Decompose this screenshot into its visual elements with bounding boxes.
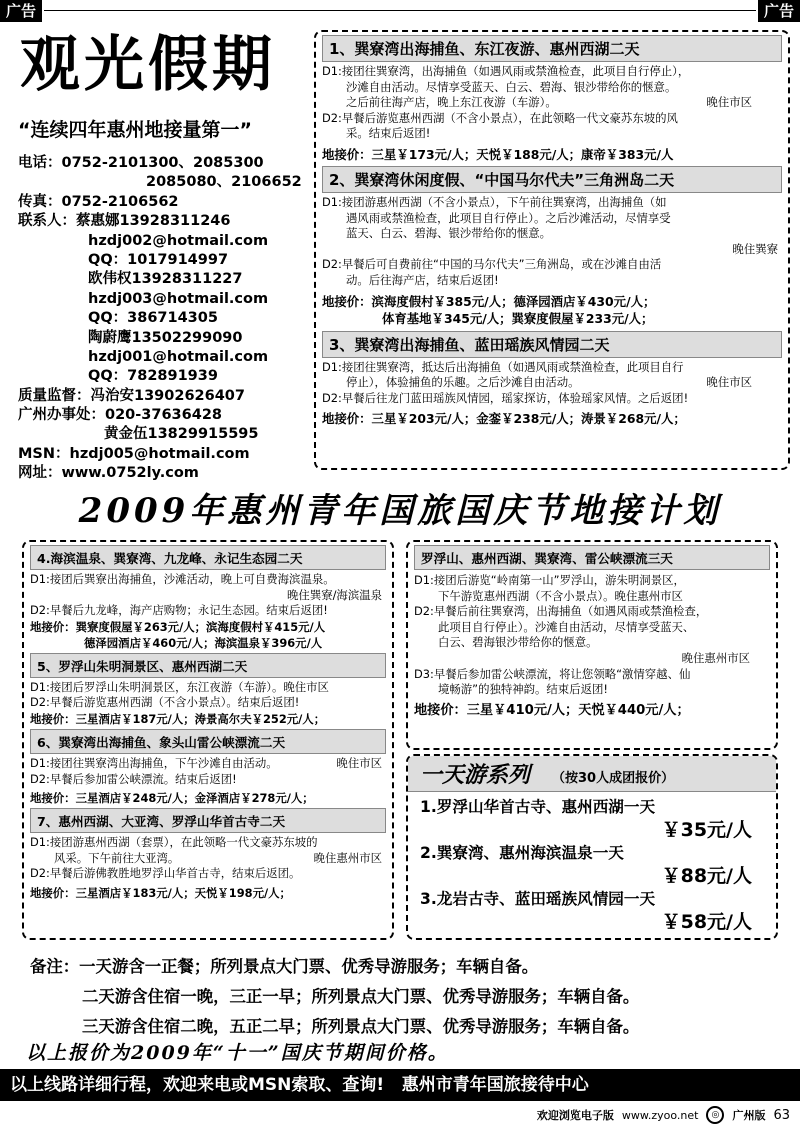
price-period-note: 以上报价为2009年“十一”国庆节期间价格。 <box>26 1042 449 1064</box>
route-4-stay: 晚住巽寮/海滨温泉 <box>287 587 382 602</box>
route-5-title: 5、罗浮山朱明洞景区、惠州西湖二天 <box>30 653 386 678</box>
route-7-line: 风采。下午前往大亚湾。 <box>54 850 180 865</box>
route-2-line: D1:接团游惠州西湖（不含小景点），下午前往巽寮湾，出海捕鱼（如 <box>322 194 667 209</box>
contact-email-3: hzdj001@hotmail.com <box>88 348 269 365</box>
route-3-line: D2:早餐后往龙门蓝田瑶族风情园，瑶家探访，体验瑶家风情。之后返团! <box>322 390 689 405</box>
note-line-1: 备注：一天游含一正餐；所列景点大门票、优秀导游服务；车辆自备。 <box>30 957 539 976</box>
footer-browse: 欢迎浏览电子版 <box>536 1109 614 1122</box>
route-1-line: D2:早餐后游览惠州西湖（不含小景点），在此领略一代文豪苏东坡的风 <box>322 110 678 125</box>
route-4-line: D2:早餐后九龙峰，海产店购物；永记生态园。结束后返团! <box>30 603 328 618</box>
route-1-price: 地接价：三星￥173元/人；天悦￥188元/人；康帝￥383元/人 <box>322 146 674 162</box>
contact-gz-person: 黄金伍13829915595 <box>104 426 259 443</box>
routes-top-box <box>314 30 790 470</box>
note-line-3: 三天游含住宿二晚，五正二早；所列景点大门票、优秀导游服务；车辆自备。 <box>82 1017 640 1036</box>
note-line-2: 二天游含住宿一晚，三正一早；所列景点大门票、优秀导游服务；车辆自备。 <box>82 987 640 1006</box>
route-3day-line: 白云、碧海银沙带给你的惬意。 <box>438 635 598 650</box>
route-7-line: D2:早餐后游佛教胜地罗浮山华首古寺，结束后返团。 <box>30 866 301 881</box>
route-2-line: D2:早餐后可自费前往“中国的马尔代夫”三角洲岛，或在沙滩自由活 <box>322 257 662 272</box>
route-7-price: 地接价：三星酒店￥183元/人；天悦￥198元/人； <box>30 885 291 900</box>
main-title: 2009年惠州青年国旅国庆节地接计划 <box>78 491 722 531</box>
contact-qq-2: QQ：386714305 <box>88 310 218 327</box>
route-7-stay: 晚住惠州市区 <box>313 850 382 865</box>
route-3day-line: 此项目自行停止）。沙滩自由活动，尽情享受蓝天、 <box>438 619 695 634</box>
footer-banner-text: 以上线路详细行程，欢迎来电或MSN索取、查询! <box>10 1075 385 1095</box>
footer-edition: 广州版 <box>732 1109 766 1122</box>
contact-block <box>18 154 314 484</box>
contact-qq-1: QQ：1017914997 <box>88 251 229 268</box>
route-6-stay: 晚住市区 <box>336 755 382 770</box>
route-4-title: 4.海滨温泉、巽寮湾、九龙峰、永记生态园二天 <box>30 545 386 570</box>
contact-fax: 传真：0752-2106562 <box>18 193 179 210</box>
contact-website: 网址：www.0752ly.com <box>18 465 199 482</box>
page-number: 63 <box>773 1107 790 1123</box>
contact-email-2: hzdj003@hotmail.com <box>88 290 269 307</box>
route-3day-line: D2:早餐后前往巽寮湾，出海捕鱼（如遇风雨或禁渔检查， <box>414 604 708 619</box>
route-5-line: D1:接团后罗浮山朱明洞景区，东江夜游（车游）。晚住市区 <box>30 679 329 694</box>
route-4-price-2: 德泽园酒店￥460元/人；海滨温泉￥396元/人 <box>84 635 323 650</box>
route-3day-box <box>406 540 778 750</box>
route-2-price: 地接价：滨海度假村￥385元/人；德泽园酒店￥430元/人； <box>322 293 656 309</box>
one-day-title: 一天游系列 <box>420 762 531 788</box>
route-6-title: 6、巽寮湾出海捕鱼、象头山雷公峡漂流二天 <box>30 729 386 754</box>
route-2-price-2: 体育基地￥345元/人；巽寮度假屋￥233元/人； <box>382 310 654 326</box>
contact-gz-office: 广州办事处：020-37636428 <box>18 407 222 424</box>
footer-company: 惠州市青年国旅接待中心 <box>401 1075 589 1095</box>
route-3day-title: 罗浮山、惠州西湖、巽寮湾、雷公峡漂流三天 <box>414 545 770 570</box>
route-7-title: 7、惠州西湖、大亚湾、罗浮山华首古寺二天 <box>30 808 386 833</box>
route-1-line: 之后前往海产店，晚上东江夜游（车游）。 <box>346 95 557 110</box>
routes-left-box <box>22 540 394 940</box>
route-1-line: 沙滩自由活动。尽情享受蓝天、白云、碧海、银沙带给你的惬意。 <box>346 79 677 94</box>
contact-person-1: 联系人：蔡惠娜13928311246 <box>18 213 231 230</box>
route-3day-line: 下午游览惠州西湖（不含小景点）。晚住惠州市区 <box>438 588 683 603</box>
route-6-line: D1:接团往巽寮湾出海捕鱼，下午沙滩自由活动。 <box>30 755 278 770</box>
route-3day-stay: 晚住惠州市区 <box>681 650 750 665</box>
route-2-title: 2、巽寮湾休闲度假、“中国马尔代夫”三角洲岛二天 <box>322 166 782 193</box>
route-4-line: D1:接团后巽寮出海捕鱼，沙滩活动，晚上可自费海滨温泉。 <box>30 572 335 586</box>
route-2-line: 动。后往海产店，结束后返团! <box>346 272 499 287</box>
route-5-price: 地接价：三星酒店￥187元/人；涛景高尔夫￥252元/人； <box>30 711 326 726</box>
route-1-title: 1、巽寮湾出海捕鱼、东江夜游、惠州西湖二天 <box>322 35 782 62</box>
footer-url[interactable]: www.zyoo.net <box>621 1108 699 1122</box>
route-2-stay: 晚住巽寮 <box>732 241 778 256</box>
route-3-price: 地接价：三星￥203元/人；金銮￥238元/人；涛景￥268元/人； <box>322 411 686 427</box>
contact-person-3: 陶蔚鹰13502299090 <box>88 329 243 346</box>
one-day-price-2: ￥88元/人 <box>661 865 752 887</box>
one-day-price-1: ￥35元/人 <box>661 819 752 841</box>
route-1-line: D1:接团往巽寮湾，出海捕鱼（如遇风雨或禁渔检查，此项目自行停止）， <box>322 64 690 78</box>
contact-quality: 质量监督：冯治安13902626407 <box>18 387 245 404</box>
route-3-stay: 晚住市区 <box>706 375 752 390</box>
route-4-price: 地接价：巽寮度假屋￥263元/人；滨海度假村￥415元/人 <box>30 619 326 634</box>
contact-email-1: hzdj002@hotmail.com <box>88 232 269 249</box>
route-6-price: 地接价：三星酒店￥248元/人；金泽酒店￥278元/人； <box>30 791 314 806</box>
route-2-line: 遇风雨或禁渔检查，此项目自行停止）。之后沙滩活动，尽情享受 <box>346 210 671 225</box>
route-3day-line: 境畅游”的独特神韵。结束后返团! <box>438 682 608 697</box>
contact-qq-3: QQ：782891939 <box>88 368 218 385</box>
contact-phone: 电话：0752-2101300、2085300 <box>18 155 264 171</box>
one-day-item-1: 1.罗浮山华首古寺、惠州西湖一天 <box>420 798 656 816</box>
brand-slogan: “连续四年惠州地接量第一” <box>18 119 252 141</box>
ad-label-left: 广告 <box>0 0 42 22</box>
page-footer <box>480 1106 800 1124</box>
top-rule <box>44 10 756 11</box>
route-2-line: 蓝天、白云、碧海、银沙带给你的惬意。 <box>346 226 552 241</box>
contact-person-2: 欧伟权13928311227 <box>88 271 243 288</box>
route-3day-line: D3:早餐后参加雷公峡漂流，将让您领略“激情穿越、仙 <box>414 666 691 681</box>
route-3-title: 3、巽寮湾出海捕鱼、蓝田瑶族风情园二天 <box>322 331 782 358</box>
route-5-line: D2:早餐后游览惠州西湖（不含小景点）。结束后返团! <box>30 695 300 710</box>
contact-phone-2: 2085080、2106652 <box>146 174 302 191</box>
one-day-price-3: ￥58元/人 <box>661 911 752 933</box>
one-day-note: （按30人成团报价） <box>552 771 675 786</box>
notes-block <box>30 952 639 1042</box>
brand-name: 观光假期 <box>20 30 276 100</box>
ad-label-right: 广告 <box>758 0 800 22</box>
footer-banner <box>0 1069 800 1101</box>
route-3-line: D1:接团往巽寮湾，抵达后出海捕鱼（如遇风雨或禁渔检查，此项目自行 <box>322 359 684 374</box>
one-day-box <box>406 754 778 940</box>
route-6-line: D2:早餐后参加雷公峡漂流。结束后返团! <box>30 771 237 786</box>
route-3-line: 停止），体验捕鱼的乐趣。之后沙滩自由活动。 <box>346 375 580 390</box>
one-day-item-2: 2.巽寮湾、惠州海滨温泉一天 <box>420 844 624 862</box>
route-1-line: 采。结束后返团! <box>346 126 431 141</box>
route-1-stay: 晚住市区 <box>706 95 752 110</box>
route-7-line: D1:接团游惠州西湖（套票），在此领略一代文豪苏东坡的 <box>30 835 318 850</box>
route-3day-line: D1:接团后游览“岭南第一山”罗浮山，游朱明洞景区， <box>414 573 685 587</box>
route-3day-price: 地接价：三星￥410元/人；天悦￥440元/人； <box>414 702 690 718</box>
publication-logo-icon: ◎ <box>706 1106 724 1124</box>
one-day-item-3: 3.龙岩古寺、蓝田瑶族风情园一天 <box>420 890 656 908</box>
contact-msn: MSN：hzdj005@hotmail.com <box>18 445 250 462</box>
